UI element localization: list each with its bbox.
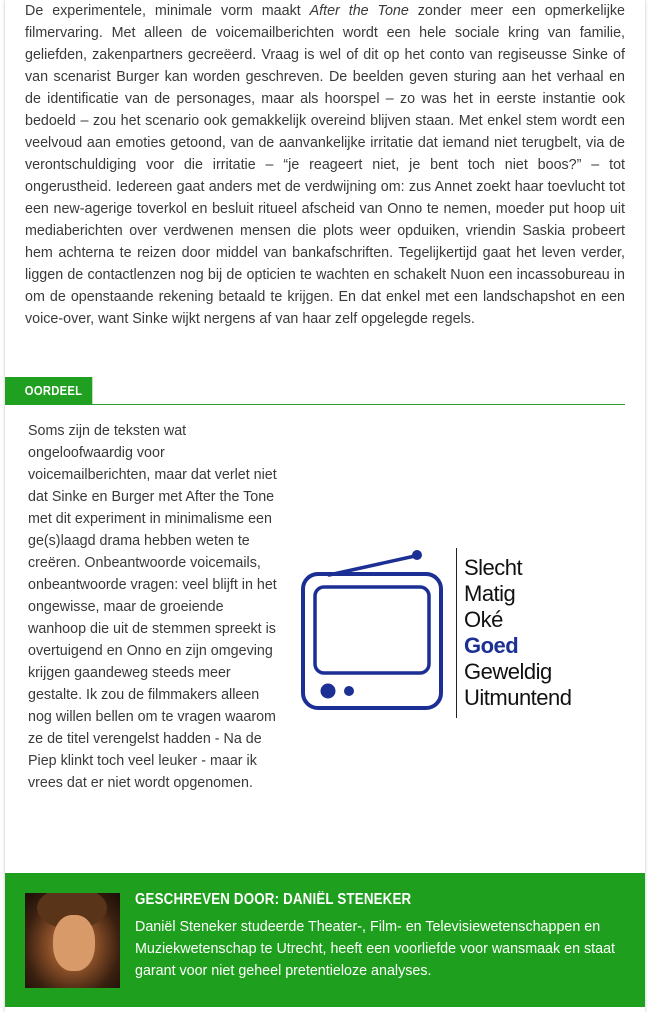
verdict-section-header <box>5 377 625 405</box>
rating-option-slecht: Slecht <box>464 555 523 580</box>
rating-option-matig: Matig <box>464 581 516 606</box>
author-bio: Daniël Steneker studeerde Theater-, Film- en Televisiewetenschappen en Muziekwetenschap te Utrecht, heeft een voorliefde voor wansmaak en staat garant voor niet geheel pretentieloze analyses. <box>135 919 615 979</box>
rating-divider <box>456 548 457 718</box>
author-heading: GESCHREVEN DOOR: DANIËL STENEKER <box>135 891 412 908</box>
retro-tv-icon <box>293 545 445 715</box>
intro-text-rest: zonder meer een opmerkelijke filmervaring. Met alleen de voicemailberichten wordt een hele sociale kring van familie, geliefden, zakenpartners gecreëerd. Vraag is wel of dit op het conto van regiseusse Sinke of van scenarist Burger kan worden geschreven. De beelden geven sturing aan het verhaal en de identificatie van de personages, maar als hoorspel – zo was het in eerste instantie ook bedoeld – zou het scenario ook gemakkelijk overeind blijven staan. Met enkel stem wordt een veelvoud aan emoties getoond, van de aanvankelijke irritatie dat iemand niet terugbelt, via de verontschuldiging voor die irritatie – “je reageert niet, je bent toch niet boos?” – tot ongerustheid. Iedereen gaat anders met de verdwijning om: zus Annet zoekt haar toevlucht tot een new-agerige toverkol en besluit ritueel afscheid van Onno te nemen, moeder put hoop uit mediaberichten over verdwenen mensen die plots weer opduiken, vriendin Saskia probeert hem achterna te reizen door middel van bankafschriften. Tegelijkertijd gaat het leven verder, liggen de contactlenzen nog bij de opticien te wachten en schakelt Nuon een incassobureau in om de openstaande rekening betaald te krijgen. En dat enkel met een landschapshot en een voice-over, want Sinke wijkt nergens af van haar zelf opgelegde regels. <box>25 3 625 327</box>
rating-option-oke: Oké <box>464 607 503 632</box>
film-title: After the Tone <box>309 3 409 19</box>
rating-scale <box>464 555 634 711</box>
verdict-tab-label: OORDEEL <box>5 377 92 405</box>
author-box <box>5 873 645 1007</box>
review-body-text <box>25 0 625 330</box>
article-page <box>5 0 645 1012</box>
verdict-text: Soms zijn de teksten wat ongeloofwaardig voor voicemailberichten, maar dat verlet niet dat Sinke en Burger met After the Tone met dit experiment in minimalisme een ge(s)laagd drama hebben weten te creëren. Onbeantwoorde voicemails, onbeantwoorde vragen: veel blijft in het ongewisse, maar de groeiende wanhoop die uit de stemmen spreekt is overtuigend en Onno en zijn omgeving krijgen gaandeweg steeds meer gestalte. Ik zou de filmmakers alleen nog willen bellen om te vragen waarom ze de titel verengelst hadden - Na de Piep klinkt toch veel leuker - maar ik vrees dat er niet wordt opgenomen. <box>28 423 277 791</box>
author-avatar <box>25 893 120 988</box>
rating-option-uitmuntend: Uitmuntend <box>464 685 572 710</box>
intro-text-start: De experimentele, minimale vorm maakt <box>25 3 310 19</box>
rating-option-goed-selected: Goed <box>464 633 519 658</box>
rating-option-geweldig: Geweldig <box>464 659 552 684</box>
